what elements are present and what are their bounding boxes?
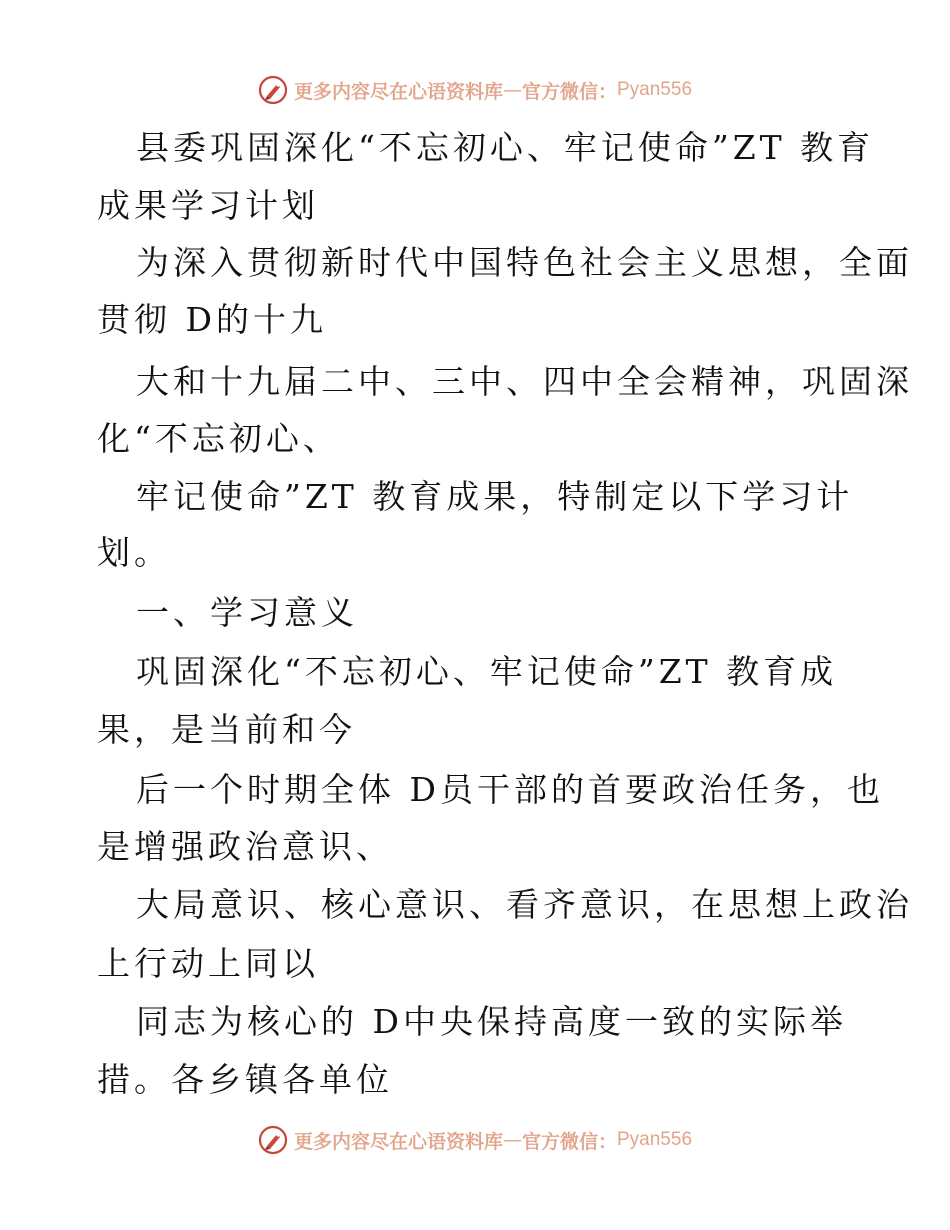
paragraph-line: 是增强政治意识、 <box>97 827 393 866</box>
footer-watermark <box>0 1120 950 1160</box>
paragraph-line: 大局意识、核心意识、看齐意识，在思想上政治 <box>136 885 913 924</box>
paragraph-line: 同志为核心的 D中央保持高度一致的实际举 <box>136 1002 847 1041</box>
paragraph-line: 巩固深化“不忘初心、牢记使命”ZT 教育成 <box>136 652 838 691</box>
paragraph-line: 化“不忘初心、 <box>97 419 340 458</box>
watermark-text: 更多内容尽在心语资料库 <box>293 80 503 103</box>
paragraph-line: 上行动上同以 <box>97 944 319 983</box>
watermark-wechat-id: Pyan556 <box>617 1129 693 1150</box>
paragraph-line: 果，是当前和今 <box>97 710 356 749</box>
document-title-line-1: 县委巩固深化“不忘初心、牢记使命”ZT 教育 <box>136 128 875 167</box>
watermark-wechat-id: Pyan556 <box>617 79 693 100</box>
paragraph-line: 划。 <box>97 533 171 572</box>
paragraph-line: 为深入贯彻新时代中国特色社会主义思想，全面 <box>136 243 913 282</box>
watermark-separator: — <box>502 1129 522 1151</box>
watermark-wechat-label: 官方微信： <box>521 1130 617 1153</box>
paragraph-line: 大和十九届二中、三中、四中全会精神，巩固深 <box>136 362 913 401</box>
header-watermark <box>0 70 950 110</box>
watermark-wechat-label: 官方微信： <box>521 80 617 103</box>
paragraph-line: 牢记使命”ZT 教育成果，特制定以下学习计 <box>136 477 854 516</box>
watermark-text: 更多内容尽在心语资料库 <box>293 1130 503 1153</box>
pen-logo-icon <box>258 75 288 105</box>
paragraph-line: 措。各乡镇各单位 <box>97 1060 393 1099</box>
section-heading: 一、学习意义 <box>136 593 358 632</box>
document-title-line-2: 成果学习计划 <box>97 186 319 225</box>
watermark-separator: — <box>502 79 522 101</box>
paragraph-line: 贯彻 D的十九 <box>97 300 327 339</box>
paragraph-line: 后一个时期全体 D员干部的首要政治任务，也 <box>136 770 884 809</box>
pen-logo-icon <box>258 1125 288 1155</box>
